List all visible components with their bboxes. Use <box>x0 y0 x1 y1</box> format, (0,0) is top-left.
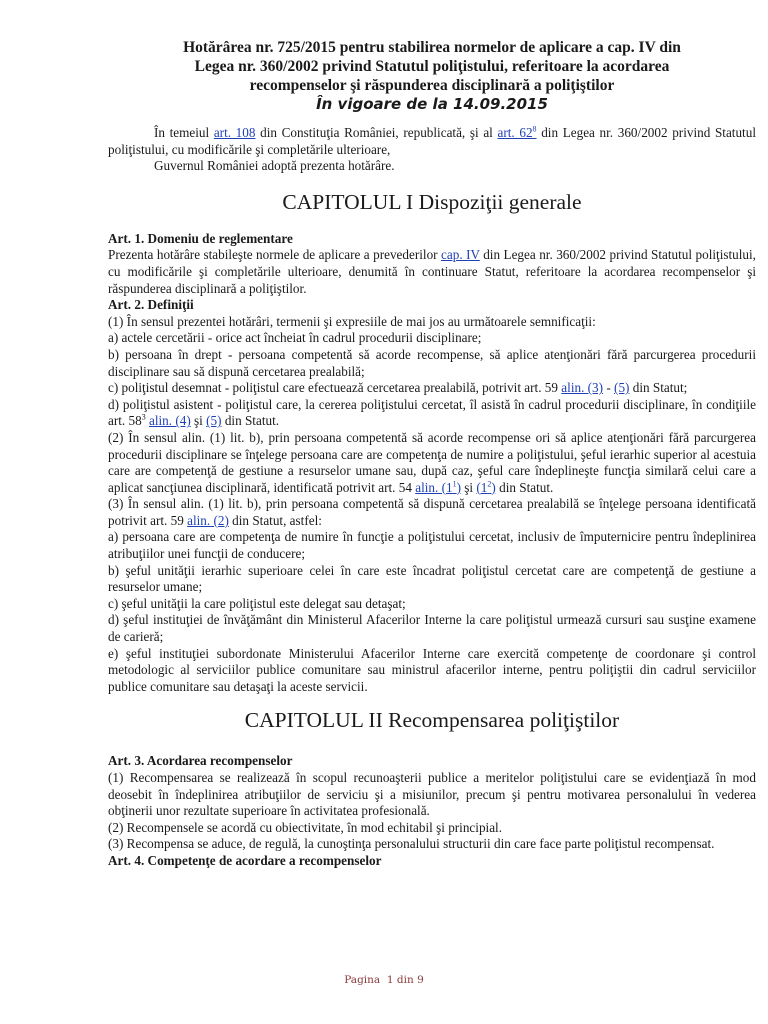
in-force-date: În vigoare de la 14.09.2015 <box>316 95 548 113</box>
art-2-para-3-item-e: e) şeful instituţiei subordonate Ministerului Afacerilor Interne care exercită competenţe de coordonare şi control metodologic al serviciilor publice comunitare sau ministrul afacerilor interne, pentru poliţiştii din cadrul serviciilor publice comunitare sau detaşaţi la aceste servicii. <box>108 645 756 694</box>
link-art-108[interactable]: art. 108 <box>213 125 256 140</box>
art-2-heading: Art. 2. Definiţii <box>108 297 194 313</box>
art-1-heading: Art. 1. Domeniu de reglementare <box>108 230 293 246</box>
art-3-heading: Art. 3. Acordarea recompenselor <box>108 753 293 769</box>
link-alin-4[interactable]: alin. (4) <box>149 413 191 429</box>
link-alin-5-b[interactable]: (5) <box>206 413 222 429</box>
art-2-para-3-item-c: c) şeful unităţii la care poliţistul este delegat sau detaşat; <box>108 595 406 611</box>
art-2-item-b: b) persoana în drept - persoana competentă să acorde recompense, să aplice atenţionări fără parcurgerea procedurii disciplinare sau să dispună cercetarea prealabilă; <box>108 346 756 379</box>
document-body <box>108 38 756 870</box>
document-title <box>108 38 756 113</box>
link-alin-2[interactable]: alin. (2) <box>187 512 229 528</box>
art-2-item-d: d) poliţistul asistent - poliţistul care, la cererea poliţistului cercetat, îl asistă în cadrul procedurii disciplinare, în condiţiile art. $58^3$ alin. (4) şi (5) din Statut. <box>108 396 756 429</box>
art-2-para-3-item-b: b) şeful unităţii ierarhic superioare celei în care este încadrat poliţistul cercetat care are competenţă de gestiune a resurselor umane; <box>108 562 756 595</box>
art-3-para-3: (3) Recompensa se aduce, de regulă, la cunoştinţa personalului structurii din care face parte poliţistul recompensat. <box>108 836 715 852</box>
footer-total-pages: 9 <box>417 974 424 986</box>
art-2-para-3: (3) În sensul alin. (1) lit. b), prin persoana competentă să dispună cercetarea prealabilă se înţelege persoana identificată potrivit art. 59 alin. (2) din Statut, astfel: <box>108 496 756 528</box>
link-alin-1-1[interactable]: alin. $(1^1)$ <box>415 479 461 495</box>
intro-adoption: Guvernul României adoptă prezenta hotărâre. <box>154 158 395 174</box>
intro-paragraph: În temeiul art. 108 din Constituţia României, republicată, şi al art. $62^8$ din Legea nr. 360/2002 privind Statutul poliţistului, cu modificările şi completările ulterioare, <box>108 124 756 157</box>
art-2-para-3-item-d: d) şeful instituţiei de învăţământ din Ministerul Afacerilor Interne la care poliţistul urmează cursuri sau susţine examene de carieră; <box>108 612 756 645</box>
footer-label: Pagina <box>344 974 381 986</box>
link-alin-1-2[interactable]: $(1^2)$ <box>476 479 496 495</box>
chapter-1-title: CAPITOLUL I Dispoziţii generale <box>282 189 582 214</box>
footer-current-page: 1 <box>386 974 394 986</box>
chapter-2-title: CAPITOLUL II Recompensarea poliţiştilor <box>244 708 620 733</box>
link-art-62-8[interactable]: art. $62^8$ <box>497 124 537 140</box>
title-line-1: Hotărârea nr. 725/2015 pentru stabilirea normelor de aplicare a cap. IV din <box>183 39 681 56</box>
link-cap-iv[interactable]: cap. IV <box>441 247 480 263</box>
title-line-2: Legea nr. 360/2002 privind Statutul poliţistului, referitoare la acordarea <box>194 58 670 75</box>
art-2-para-1: (1) În sensul prezentei hotărâri, termenii şi expresiile de mai jos au următoarele semnificaţii: <box>108 313 596 329</box>
art-2-para-2: (2) În sensul alin. (1) lit. b), prin persoana competentă să acorde recompense ori să aplice atenţionări fără parcurgerea procedurii disciplinare se înţelege persoana care are competenţa de numire a poliţistului, şeful ierarhic superior al acestuia care are competenţă de gestiune a resurselor umane sau, după caz, şeful care îndeplineşte funcţia similară celui care a aplicat sancţiunea disciplinară, identificată potrivit art. 54 alin. $(1^1)$ şi $(1^2)$ din Statut. <box>108 429 756 495</box>
art-2-item-c: c) poliţistul desemnat - poliţistul care efectuează cercetarea prealabilă, potrivit art. 59 alin. (3) - (5) din Statut; <box>108 380 688 396</box>
art-3-para-2: (2) Recompensele se acordă cu obiectivitate, în mod echitabil şi principial. <box>108 819 503 835</box>
title-line-3: recompenselor şi răspunderea disciplinară a poliţiştilor <box>249 77 615 94</box>
art-2-item-a: a) actele cercetării - orice act încheiat în cadrul procedurii disciplinare; <box>108 330 482 346</box>
art-4-heading: Art. 4. Competenţe de acordare a recompenselor <box>108 852 382 868</box>
art-1-text: Prezenta hotărâre stabileşte normele de aplicare a prevederilor cap. IV din Legea nr. 360/2002 privind Statutul poliţistului, cu modificările şi completările ulterioare, denumită în continuare Statut, referitoare la acordarea recompenselor şi răspunderea disciplinară a poliţiştilor. <box>108 247 756 296</box>
link-alin-3[interactable]: alin. (3) <box>561 380 604 396</box>
art-2-para-3-item-a: a) persoana care are competenţa de numire în funcţie a poliţistului cercetat, inclusiv de împuternicire pentru îndeplinirea atribuţiilor unei funcţii de conducere; <box>108 529 756 562</box>
link-alin-5[interactable]: (5) <box>614 380 630 396</box>
footer-sep: din <box>396 974 414 986</box>
page-footer <box>0 974 768 986</box>
art-3-para-1: (1) Recompensarea se realizează în scopul recunoaşterii publice a meritelor poliţistului care se evidenţiază în mod deosebit în îndeplinirea atribuţiilor de serviciu şi a misiunilor, precum şi pentru motivarea personalului în vederea obţinerii unor rezultate superioare în activitatea profesională. <box>108 770 756 819</box>
